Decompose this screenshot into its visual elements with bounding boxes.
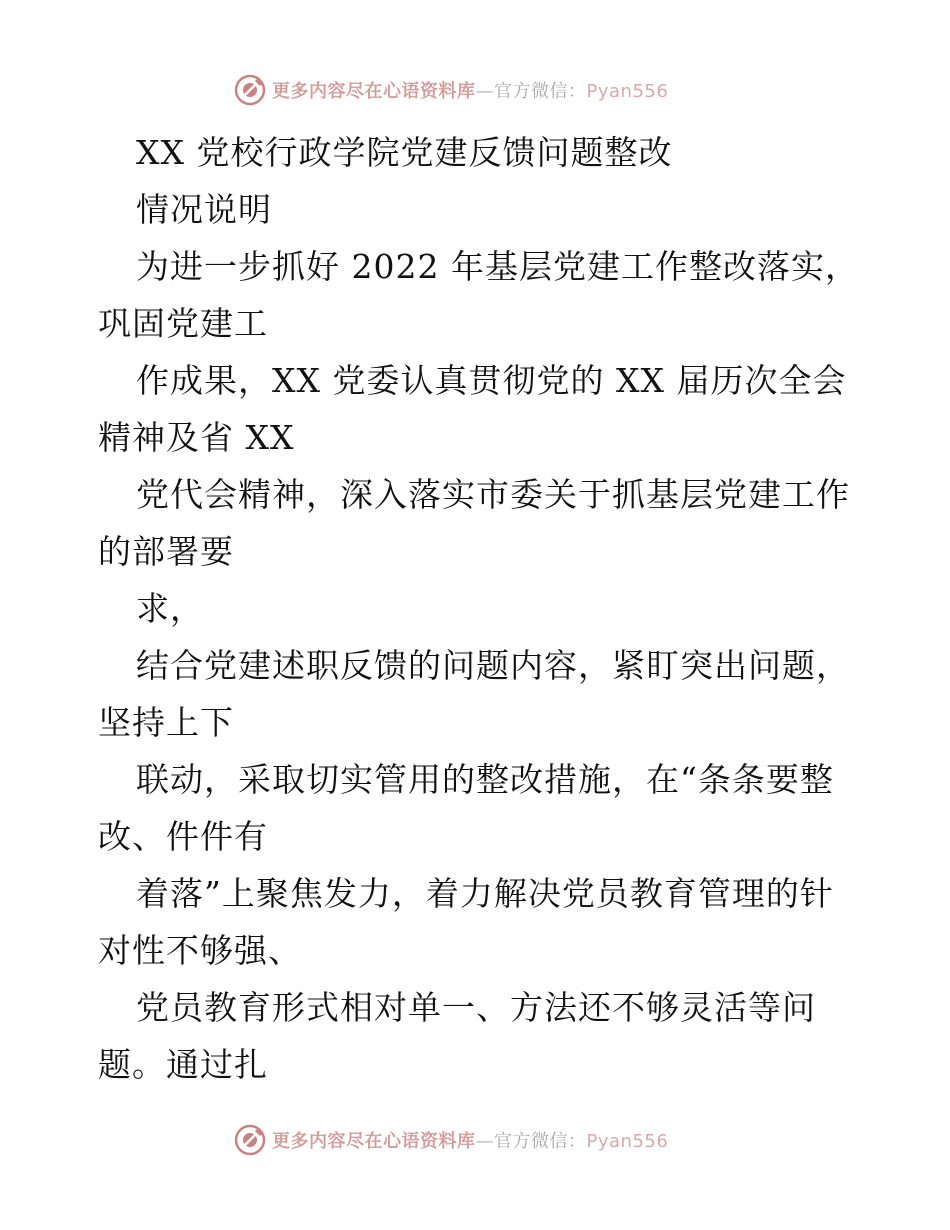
watermark-site: 更多内容尽在心语资料库	[272, 81, 476, 102]
document-line: 作成果，XX 党委认真贯彻党的 XX 届历次全会	[136, 361, 847, 400]
watermark-wechat-label: 官方微信：	[494, 81, 587, 102]
document-line: 结合党建述职反馈的问题内容，紧盯突出问题，	[136, 646, 850, 685]
watermark-wechat-id: Pyan556	[586, 1131, 669, 1152]
document-line: 改、件件有	[98, 817, 268, 856]
document-line: 着落”上聚焦发力，着力解决党员教育管理的针	[136, 874, 834, 913]
document-line: 巩固党建工	[98, 304, 268, 343]
document-line: 对性不够强、	[98, 931, 302, 970]
watermark-dash: —	[475, 1131, 494, 1152]
document-line: 题。通过扎	[98, 1045, 268, 1084]
document-line: 求，	[136, 589, 204, 628]
document-line: XX 党校行政学院党建反馈问题整改	[136, 133, 673, 172]
watermark-logo-icon	[234, 1124, 266, 1156]
document-body	[98, 124, 868, 1093]
watermark-wechat-id: Pyan556	[586, 81, 669, 102]
watermark-text	[272, 77, 668, 103]
watermark-site: 更多内容尽在心语资料库	[272, 1131, 476, 1152]
watermark-wechat-label: 官方微信：	[494, 1131, 587, 1152]
document-line: 的部署要	[98, 532, 234, 571]
document-line: 党员教育形式相对单一、方法还不够灵活等问	[136, 988, 816, 1027]
document-line: 情况说明	[136, 190, 272, 229]
watermark-footer	[234, 1122, 668, 1158]
watermark-text	[272, 1127, 668, 1153]
document-line: 党代会精神，深入落实市委关于抓基层党建工作	[136, 475, 850, 514]
document-line: 精神及省 XX	[98, 418, 295, 457]
document-line: 为进一步抓好 2022 年基层党建工作整改落实，	[136, 247, 859, 286]
document-line: 联动，采取切实管用的整改措施，在“条条要整	[136, 760, 834, 799]
document-line: 坚持上下	[98, 703, 234, 742]
watermark-logo-icon	[234, 74, 266, 106]
watermark-header	[234, 72, 668, 108]
watermark-dash: —	[475, 81, 494, 102]
